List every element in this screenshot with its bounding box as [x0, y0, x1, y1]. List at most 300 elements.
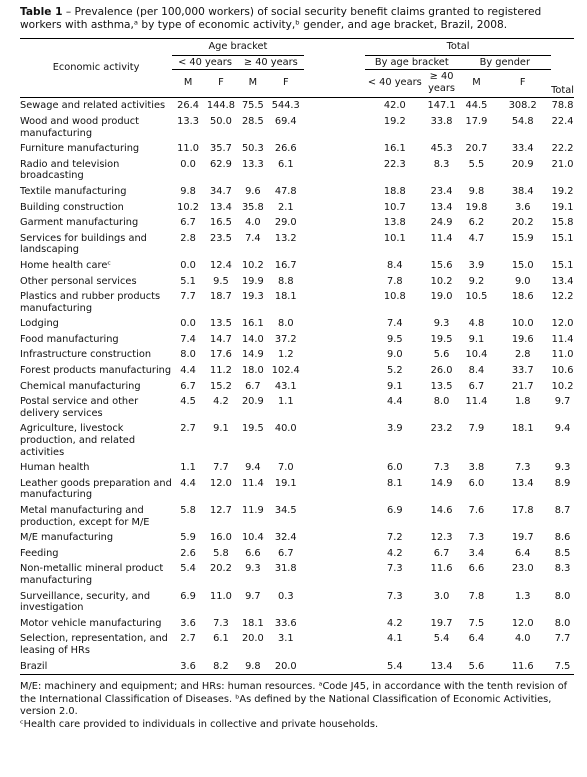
value-cell-total: 19.1: [551, 201, 574, 213]
value-cell-total-m: 9.8: [468, 185, 485, 197]
value-cell-total-ge40: 11.6: [430, 563, 453, 575]
value-cell-total-m: 9.2: [468, 275, 485, 287]
activity-cell: Sewage and related activities: [20, 100, 166, 112]
table-row: [20, 659, 574, 675]
value-cell-ge40-f: 69.4: [274, 115, 297, 127]
value-cell-ge40-f: 102.4: [271, 365, 300, 377]
value-cell-total-ge40: 19.5: [430, 333, 453, 345]
activity-cell: Radio and television broadcasting: [20, 158, 120, 182]
table-row: [20, 561, 574, 588]
header-lt40: < 40 years: [178, 56, 232, 68]
value-cell-total-ge40: 3.0: [433, 590, 450, 602]
value-cell-total-lt40: 4.2: [387, 547, 403, 559]
value-cell-ge40-m: 35.8: [241, 201, 264, 213]
value-cell-total-lt40: 16.1: [383, 143, 406, 155]
activity-cell: Selection, representation, and leasing of HRs: [20, 633, 168, 656]
value-cell-total-ge40: 7.3: [433, 462, 450, 474]
table-body: [20, 98, 574, 675]
value-cell-total-m: 5.6: [468, 660, 485, 672]
activity-cell: Agriculture, livestock production, and related activities: [20, 423, 136, 458]
table-row: [20, 231, 574, 258]
activity-cell: Other personal services: [20, 275, 137, 287]
spacer-cell: [304, 274, 365, 290]
value-cell-total-f: 15.9: [511, 232, 534, 244]
value-cell-ge40-m: 20.9: [241, 396, 264, 408]
value-cell-lt40-f: 12.0: [210, 477, 232, 489]
value-cell-ge40-m: 9.8: [245, 660, 261, 672]
value-cell-lt40-f: 12.7: [210, 505, 232, 516]
value-cell-total-f: 21.7: [511, 380, 534, 392]
header-total: Total: [551, 84, 574, 96]
value-cell-lt40-m: 0.0: [180, 259, 196, 271]
value-cell-total-m: 7.5: [468, 617, 485, 629]
value-cell-total: 11.0: [551, 349, 574, 361]
value-cell-total-f: 33.4: [511, 143, 534, 155]
value-cell-total-ge40: 13.5: [430, 380, 453, 392]
activity-cell: Building construction: [20, 201, 124, 213]
value-cell-total-f: 18.6: [511, 291, 534, 303]
header-by-gender: By gender: [459, 55, 552, 70]
activity-cell: Motor vehicle manufacturing: [20, 617, 162, 629]
value-cell-total-ge40: 10.2: [430, 275, 453, 287]
value-cell-total-m: 10.4: [465, 349, 488, 361]
spacer-cell: [304, 289, 365, 316]
value-cell-total-m: 7.8: [468, 590, 485, 602]
value-cell-ge40-f: 6.1: [277, 158, 294, 170]
value-cell-ge40-m: 9.6: [245, 185, 261, 197]
activity-cell: Lodging: [20, 318, 59, 330]
spacer-cell: [304, 347, 365, 363]
value-cell-lt40-f: 8.2: [213, 660, 229, 672]
spacer-cell: [304, 476, 365, 503]
value-cell-ge40-f: 1.2: [277, 349, 294, 361]
table-row: [20, 421, 574, 460]
value-cell-ge40-f: 0.3: [277, 590, 294, 602]
value-cell-lt40-f: 9.5: [213, 275, 229, 287]
value-cell-total: 8.0: [554, 617, 571, 629]
spacer-cell: [304, 215, 365, 231]
value-cell-total-lt40: 42.0: [383, 100, 406, 112]
value-cell-total-ge40: 19.7: [430, 617, 453, 629]
value-cell-total: 13.4: [551, 275, 574, 287]
spacer-cell: [304, 631, 365, 658]
value-cell-total: 10.2: [551, 380, 574, 392]
value-cell-total-lt40: 10.7: [383, 201, 406, 213]
value-cell-lt40-m: 2.8: [180, 232, 196, 244]
value-cell-ge40-f: 6.7: [277, 547, 294, 559]
value-cell-lt40-m: 4.4: [180, 477, 196, 489]
value-cell-lt40-m: 6.7: [180, 217, 196, 229]
value-cell-lt40-f: 14.7: [210, 333, 232, 345]
header-age-bracket: Age bracket: [172, 39, 304, 56]
value-cell-ge40-f: 8.8: [277, 275, 294, 287]
table-row: [20, 631, 574, 658]
value-cell-lt40-m: 2.7: [180, 423, 196, 435]
header-ge40: ≥ 40 years: [243, 56, 298, 68]
value-cell-total-m: 19.8: [465, 201, 488, 213]
table-row: [20, 503, 574, 530]
value-cell-lt40-f: 144.8: [206, 100, 235, 112]
value-cell-total-f: 6.4: [514, 547, 531, 559]
spacer-cell: [304, 546, 365, 562]
value-cell-total-m: 3.4: [468, 547, 485, 559]
activity-cell: Textile manufacturing: [20, 185, 127, 197]
value-cell-total-f: 12.0: [511, 617, 534, 629]
value-cell-ge40-f: 33.6: [274, 617, 297, 629]
value-cell-total-m: 3.9: [468, 259, 485, 271]
activity-cell: Food manufacturing: [20, 333, 119, 345]
value-cell-total: 15.1: [551, 259, 574, 271]
value-cell-total-f: 11.6: [511, 660, 534, 672]
value-cell-ge40-f: 40.0: [274, 423, 297, 435]
value-cell-lt40-m: 7.7: [180, 291, 196, 303]
value-cell-lt40-f: 20.2: [210, 563, 232, 575]
header-by-age: By age bracket: [365, 55, 459, 70]
value-cell-total-lt40: 3.9: [387, 423, 403, 435]
value-cell-total-m: 8.4: [468, 365, 485, 377]
header-m: M: [472, 76, 481, 88]
value-cell-total-f: 19.6: [511, 333, 534, 345]
spacer-cell: [304, 616, 365, 632]
table-label: Table 1: [20, 6, 63, 18]
value-cell-ge40-m: 6.7: [245, 380, 261, 392]
value-cell-total-f: 19.7: [511, 532, 534, 544]
value-cell-lt40-f: 23.5: [210, 232, 232, 244]
value-cell-lt40-f: 18.7: [210, 291, 232, 303]
value-cell-total-ge40: 26.0: [430, 365, 453, 377]
value-cell-lt40-f: 4.2: [213, 396, 229, 408]
value-cell-total-ge40: 11.4: [430, 232, 453, 244]
value-cell-ge40-f: 7.0: [277, 462, 294, 474]
value-cell-total-lt40: 4.1: [387, 633, 403, 645]
value-cell-lt40-m: 5.4: [180, 563, 196, 575]
value-cell-total-lt40: 22.3: [383, 158, 406, 170]
value-cell-lt40-f: 12.4: [210, 259, 232, 271]
value-cell-lt40-m: 0.0: [180, 158, 196, 170]
value-cell-total-f: 1.3: [514, 590, 531, 602]
header-total-group: Total: [365, 39, 551, 56]
footnotes: [20, 681, 574, 731]
value-cell-ge40-f: 47.8: [274, 185, 297, 197]
activity-cell: Brazil: [20, 660, 48, 672]
value-cell-total-ge40: 5.6: [433, 349, 450, 361]
value-cell-lt40-f: 11.0: [210, 590, 232, 602]
value-cell-lt40-f: 62.9: [210, 158, 232, 170]
value-cell-total-m: 5.5: [468, 158, 485, 170]
value-cell-ge40-f: 3.1: [277, 633, 294, 645]
value-cell-ge40-m: 11.4: [241, 477, 264, 489]
value-cell-total: 15.8: [551, 217, 574, 229]
value-cell-total-lt40: 7.3: [387, 590, 403, 602]
value-cell-ge40-f: 32.4: [274, 532, 297, 544]
value-cell-total-ge40: 33.8: [430, 115, 453, 127]
value-cell-lt40-f: 16.5: [210, 217, 232, 229]
value-cell-lt40-f: 13.5: [210, 318, 232, 330]
value-cell-total-m: 7.3: [468, 532, 485, 544]
value-cell-lt40-m: 5.1: [180, 275, 196, 287]
value-cell-lt40-f: 5.8: [213, 547, 229, 559]
spacer-cell: [304, 157, 365, 184]
value-cell-total: 9.3: [554, 462, 571, 474]
value-cell-total-f: 1.8: [514, 396, 531, 408]
spacer-cell: [304, 200, 365, 216]
value-cell-lt40-f: 34.7: [210, 185, 232, 197]
value-cell-total-m: 9.1: [468, 333, 485, 345]
value-cell-total-lt40: 7.4: [387, 318, 403, 330]
value-cell-total-m: 3.8: [468, 462, 485, 474]
value-cell-ge40-m: 18.0: [241, 365, 264, 377]
spacer-cell: [304, 659, 365, 675]
value-cell-lt40-f: 9.1: [213, 423, 229, 435]
value-cell-ge40-f: 31.8: [274, 563, 297, 575]
spacer-cell: [304, 530, 365, 546]
value-cell-lt40-m: 3.6: [180, 660, 196, 672]
table-row: [20, 589, 574, 616]
table-row: [20, 200, 574, 216]
value-cell-ge40-m: 6.6: [245, 547, 261, 559]
value-cell-ge40-m: 16.1: [241, 318, 264, 330]
activity-cell: M/E manufacturing: [20, 532, 114, 544]
table-row: [20, 530, 574, 546]
spacer-cell: [304, 258, 365, 274]
spacer-cell: [304, 184, 365, 200]
value-cell-total: 8.9: [554, 477, 571, 489]
value-cell-total-lt40: 6.9: [387, 505, 403, 516]
value-cell-total-f: 18.1: [511, 423, 534, 435]
value-cell-total-ge40: 14.9: [430, 477, 453, 489]
value-cell-lt40-f: 6.1: [213, 633, 229, 645]
caption-text: – Prevalence (per 100,000 workers) of social security benefit claims granted to registered workers with asthma,ᵃ by type of economic activity,ᵇ gender, and age bracket, Brazil, 2008.: [20, 6, 542, 31]
value-cell-ge40-f: 34.5: [274, 505, 297, 516]
value-cell-total-lt40: 9.5: [387, 333, 403, 345]
spacer-cell: [304, 363, 365, 379]
activity-cell: Garment manufacturing: [20, 217, 139, 229]
prevalence-table: [20, 38, 574, 675]
value-cell-lt40-m: 6.7: [180, 380, 196, 392]
value-cell-total-m: 44.5: [465, 100, 488, 112]
activity-cell: Chemical manufacturing: [20, 380, 141, 392]
value-cell-total-f: 54.8: [511, 115, 534, 127]
table-row: [20, 157, 574, 184]
value-cell-ge40-f: 29.0: [274, 217, 297, 229]
table-row: [20, 546, 574, 562]
spacer-cell: [304, 98, 365, 114]
spacer-cell: [304, 141, 365, 157]
value-cell-ge40-m: 13.3: [241, 158, 264, 170]
value-cell-total-lt40: 13.8: [383, 217, 406, 229]
value-cell-total-m: 4.7: [468, 232, 485, 244]
value-cell-lt40-m: 9.8: [180, 185, 196, 197]
value-cell-total-lt40: 8.4: [387, 259, 403, 271]
value-cell-total-ge40: 5.4: [433, 633, 450, 645]
value-cell-total-lt40: 19.2: [383, 115, 406, 127]
value-cell-total-f: 15.0: [511, 259, 534, 271]
table-row: [20, 363, 574, 379]
value-cell-total-f: 308.2: [508, 100, 537, 112]
activity-cell: Wood and wood product manufacturing: [20, 115, 139, 139]
value-cell-total-ge40: 12.3: [430, 532, 453, 544]
value-cell-total-m: 11.4: [465, 396, 488, 408]
value-cell-ge40-m: 7.4: [245, 232, 261, 244]
activity-cell: Surveillance, security, and investigation: [20, 590, 151, 614]
value-cell-ge40-m: 19.9: [241, 275, 264, 287]
value-cell-total-lt40: 9.1: [387, 380, 403, 392]
value-cell-total-ge40: 15.6: [430, 259, 453, 271]
value-cell-total-lt40: 10.1: [383, 232, 406, 244]
value-cell-ge40-m: 11.9: [241, 505, 264, 516]
value-cell-total: 9.7: [554, 396, 571, 408]
value-cell-total: 8.6: [554, 532, 571, 544]
value-cell-ge40-f: 544.3: [271, 100, 300, 112]
spacer-cell: [304, 589, 365, 616]
value-cell-total-lt40: 10.8: [383, 291, 406, 303]
value-cell-total: 12.2: [551, 291, 574, 303]
value-cell-ge40-f: 2.1: [277, 201, 294, 213]
value-cell-total-ge40: 6.7: [433, 547, 450, 559]
value-cell-lt40-m: 7.4: [180, 333, 196, 345]
value-cell-lt40-f: 17.6: [210, 349, 232, 361]
activity-cell: Infrastructure construction: [20, 349, 152, 361]
value-cell-lt40-m: 13.3: [177, 115, 199, 127]
value-cell-ge40-m: 19.3: [241, 291, 264, 303]
value-cell-total-f: 2.8: [514, 349, 531, 361]
footnote-1: M/E: machinery and equipment; and HRs: human resources. ᵃCode J45, in accordance with the tenth revision of the International Classification of Diseases. ᵇAs defined by the National Classification of Economic Activities, version 2.0.: [20, 681, 568, 718]
header-f: F: [204, 70, 238, 98]
value-cell-total-f: 20.9: [511, 158, 534, 170]
value-cell-ge40-m: 18.1: [241, 617, 264, 629]
value-cell-total-m: 7.9: [468, 423, 485, 435]
table-row: [20, 476, 574, 503]
spacer-cell: [304, 394, 365, 421]
value-cell-ge40-m: 50.3: [241, 143, 264, 155]
spacer-cell: [304, 316, 365, 332]
value-cell-total: 9.4: [554, 423, 571, 435]
value-cell-total-m: 10.5: [465, 291, 488, 303]
table-row: [20, 258, 574, 274]
value-cell-lt40-m: 0.0: [180, 318, 196, 330]
spacer-cell: [304, 332, 365, 348]
value-cell-total-f: 20.2: [511, 217, 534, 229]
value-cell-total: 8.5: [554, 547, 571, 559]
table-row: [20, 316, 574, 332]
value-cell-ge40-f: 43.1: [274, 380, 297, 392]
value-cell-total-lt40: 4.4: [387, 396, 403, 408]
value-cell-total-lt40: 5.4: [387, 660, 403, 672]
value-cell-total: 15.1: [551, 232, 574, 244]
value-cell-total: 19.2: [551, 185, 574, 197]
value-cell-total-f: 9.0: [514, 275, 531, 287]
value-cell-total-ge40: 8.3: [433, 158, 450, 170]
value-cell-ge40-f: 16.7: [274, 259, 297, 271]
value-cell-total-m: 6.0: [468, 477, 485, 489]
value-cell-lt40-m: 5.9: [180, 532, 196, 544]
value-cell-lt40-m: 4.4: [180, 365, 196, 377]
value-cell-total: 22.2: [551, 143, 574, 155]
value-cell-total-lt40: 6.0: [387, 462, 403, 474]
value-cell-lt40-m: 8.0: [180, 349, 196, 361]
table-row: [20, 347, 574, 363]
value-cell-lt40-m: 3.6: [180, 617, 196, 629]
value-cell-lt40-f: 50.0: [210, 115, 232, 127]
header-economic-activity: Economic activity: [52, 62, 140, 74]
value-cell-total-ge40: 9.3: [433, 318, 450, 330]
value-cell-total: 8.0: [554, 590, 571, 602]
table-caption: [20, 6, 574, 32]
table-row: [20, 141, 574, 157]
value-cell-ge40-m: 75.5: [241, 100, 264, 112]
value-cell-total: 12.0: [551, 318, 574, 330]
table-row: [20, 184, 574, 200]
value-cell-total: 78.8: [551, 100, 574, 112]
value-cell-lt40-f: 13.4: [210, 201, 232, 213]
value-cell-total-ge40: 8.0: [433, 396, 450, 408]
value-cell-ge40-f: 37.2: [274, 333, 297, 345]
table-row: [20, 98, 574, 114]
table-row: [20, 332, 574, 348]
value-cell-total-ge40: 23.4: [430, 185, 453, 197]
activity-cell: Metal manufacturing and production, except for M/E: [20, 505, 150, 528]
value-cell-ge40-m: 10.4: [241, 532, 264, 544]
value-cell-total-f: 33.7: [511, 365, 534, 377]
value-cell-total-m: 17.9: [465, 115, 488, 127]
value-cell-total-m: 20.7: [465, 143, 488, 155]
value-cell-total-lt40: 8.1: [387, 477, 403, 489]
value-cell-ge40-f: 26.6: [274, 143, 297, 155]
value-cell-ge40-f: 20.0: [274, 660, 297, 672]
value-cell-total-ge40: 45.3: [430, 143, 453, 155]
value-cell-total-ge40: 14.6: [430, 505, 453, 516]
value-cell-lt40-f: 35.7: [210, 143, 232, 155]
value-cell-total-f: 23.0: [511, 563, 534, 575]
footnote-2: ᶜHealth care provided to individuals in collective and private households.: [20, 718, 379, 730]
value-cell-total-m: 6.7: [468, 380, 485, 392]
value-cell-ge40-m: 4.0: [245, 217, 261, 229]
value-cell-ge40-f: 1.1: [277, 396, 294, 408]
value-cell-ge40-f: 19.1: [274, 477, 297, 489]
value-cell-ge40-m: 9.4: [245, 462, 261, 474]
activity-cell: Non-metallic mineral product manufacturing: [20, 563, 164, 586]
value-cell-total-f: 10.0: [511, 318, 534, 330]
spacer-cell: [304, 231, 365, 258]
value-cell-ge40-f: 8.0: [277, 318, 294, 330]
value-cell-total-lt40: 4.2: [387, 617, 403, 629]
table-row: [20, 274, 574, 290]
table-row: [20, 215, 574, 231]
spacer-cell: [304, 114, 365, 141]
value-cell-total-lt40: 7.3: [387, 563, 403, 575]
value-cell-total-lt40: 7.2: [387, 532, 403, 544]
value-cell-total-f: 13.4: [511, 477, 534, 489]
value-cell-total: 7.7: [554, 633, 571, 645]
spacer-cell: [304, 561, 365, 588]
activity-cell: Services for buildings and landscaping: [20, 232, 147, 256]
value-cell-total-ge40: 24.9: [430, 217, 453, 229]
value-cell-lt40-m: 2.6: [180, 547, 196, 559]
value-cell-total-ge40: 147.1: [427, 100, 456, 112]
value-cell-lt40-m: 10.2: [177, 201, 199, 213]
activity-cell: Furniture manufacturing: [20, 143, 140, 155]
value-cell-total-lt40: 9.0: [387, 349, 403, 361]
value-cell-total-f: 7.3: [514, 462, 531, 474]
value-cell-ge40-m: 14.9: [241, 349, 264, 361]
activity-cell: Forest products manufacturing: [20, 365, 172, 377]
header-f: F: [519, 76, 526, 88]
value-cell-lt40-m: 1.1: [180, 462, 196, 474]
value-cell-total-m: 7.6: [468, 505, 485, 516]
value-cell-total: 22.4: [551, 115, 574, 127]
value-cell-lt40-f: 16.0: [210, 532, 232, 544]
table-row: [20, 616, 574, 632]
